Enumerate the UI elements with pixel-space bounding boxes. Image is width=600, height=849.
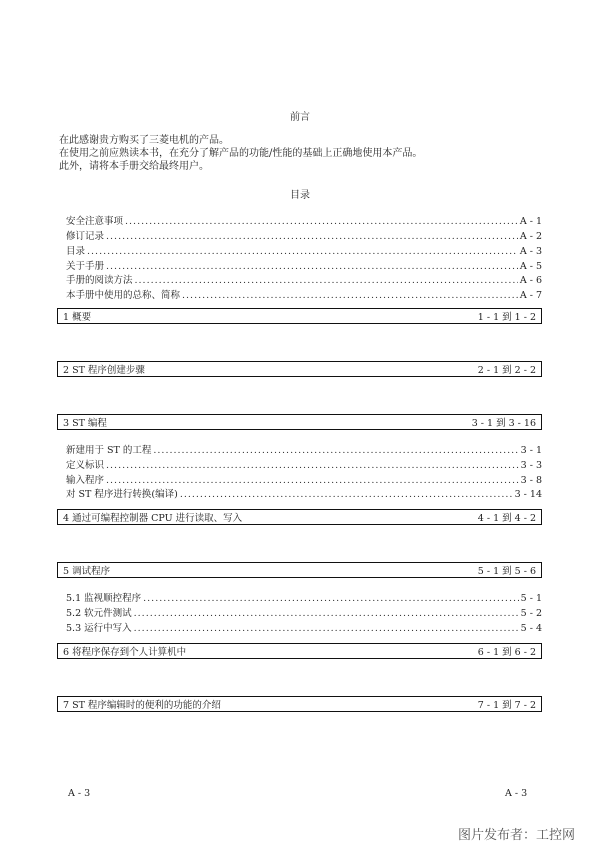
toc-entry[interactable] — [66, 442, 542, 455]
toc-entry-page: 3 - 1 — [520, 445, 542, 456]
preface-line: 此外，请将本手册交给最终用户。 — [59, 161, 209, 172]
toc-leader — [135, 275, 518, 286]
toc-entry[interactable] — [66, 258, 542, 271]
toc-leader — [106, 231, 518, 242]
toc-entry-title: 5.1 监视顺控程序 — [66, 593, 142, 604]
toc-entry-page: 5 - 2 — [520, 608, 542, 619]
toc-leader — [182, 290, 518, 301]
toc-entry-page: A - 2 — [519, 231, 542, 242]
toc-entry-title: 新建用于 ST 的工程 — [66, 445, 152, 456]
chapter-title: 4 通过可编程控制器 CPU 进行读取、写入 — [63, 513, 243, 524]
toc-entry[interactable] — [66, 272, 542, 285]
chapter-title: 5 调试程序 — [63, 566, 111, 577]
toc-leader — [106, 475, 519, 486]
chapter-title: 2 ST 程序创建步骤 — [63, 365, 145, 376]
preface-text — [59, 134, 422, 173]
toc-leader — [143, 593, 519, 604]
preface-line: 在使用之前应熟读本书，在充分了解产品的功能/性能的基础上正确地使用本产品。 — [59, 148, 423, 159]
preface-line: 在此感谢贵方购买了三菱电机的产品。 — [59, 135, 229, 146]
toc-entry-page: 3 - 3 — [520, 460, 542, 471]
chapter-box[interactable] — [57, 562, 542, 578]
chapter-box[interactable] — [57, 361, 542, 377]
toc-entry-title: 修订记录 — [66, 231, 105, 242]
toc-entry-page: A - 6 — [519, 275, 542, 286]
toc-entry-page: 3 - 14 — [514, 489, 542, 500]
chapter-pages: 3 - 1 到 3 - 16 — [471, 418, 536, 429]
toc-entry[interactable] — [66, 590, 542, 603]
footer-page-right: A - 3 — [505, 788, 528, 799]
chapter-pages: 2 - 1 到 2 - 2 — [477, 365, 536, 376]
toc-entry-title: 本手册中使用的总称、简称 — [66, 290, 181, 301]
chapter-pages: 7 - 1 到 7 - 2 — [477, 700, 536, 711]
toc-entry-title: 关于手册 — [66, 261, 105, 272]
chapter-pages: 6 - 1 到 6 - 2 — [477, 647, 536, 658]
chapter-title: 7 ST 程序编辑时的便利的功能的介绍 — [63, 700, 221, 711]
preface-title: 前言 — [290, 112, 310, 123]
toc-entry-page: A - 1 — [519, 216, 542, 227]
chapter-box[interactable] — [57, 643, 542, 659]
toc-entry-page: A - 7 — [519, 290, 542, 301]
toc-entry-page: 5 - 1 — [520, 593, 542, 604]
toc-entry[interactable] — [66, 472, 542, 485]
toc-entry[interactable] — [66, 243, 542, 256]
toc-leader — [134, 623, 519, 634]
chapter-title: 3 ST 编程 — [63, 418, 107, 429]
chapter-box[interactable] — [57, 696, 542, 712]
toc-entry-title: 手册的阅读方法 — [66, 275, 133, 286]
watermark-text: 图片发布者：工控网 — [458, 828, 576, 843]
toc-leader — [125, 216, 518, 227]
chapter-box[interactable] — [57, 509, 542, 525]
toc-entry-title: 安全注意事项 — [66, 216, 124, 227]
footer-page-left: A - 3 — [68, 788, 91, 799]
toc-entry[interactable] — [66, 486, 542, 499]
toc-leader — [134, 608, 519, 619]
chapter-box[interactable] — [57, 308, 542, 324]
toc-entry[interactable] — [66, 287, 542, 300]
toc-entry-page: 5 - 4 — [520, 623, 542, 634]
chapter-pages: 4 - 1 到 4 - 2 — [477, 513, 536, 524]
toc-entry-title: 5.3 运行中写入 — [66, 623, 132, 634]
chapter-pages: 1 - 1 到 1 - 2 — [477, 312, 536, 323]
toc-entry-title: 目录 — [66, 246, 86, 257]
toc-leader — [87, 246, 518, 257]
toc-entry[interactable] — [66, 620, 542, 633]
toc-leader — [106, 460, 519, 471]
chapter-pages: 5 - 1 到 5 - 6 — [477, 566, 536, 577]
toc-entry-page: A - 5 — [519, 261, 542, 272]
toc-entry-title: 定义标识 — [66, 460, 105, 471]
toc-leader — [180, 489, 513, 500]
toc-entry-page: A - 3 — [519, 246, 542, 257]
toc-leader — [153, 445, 518, 456]
toc-entry-title: 5.2 软元件测试 — [66, 608, 132, 619]
toc-entry[interactable] — [66, 228, 542, 241]
toc-entry-page: 3 - 8 — [520, 475, 542, 486]
toc-entry-title: 输入程序 — [66, 475, 105, 486]
toc-entry[interactable] — [66, 605, 542, 618]
contents-title: 目录 — [290, 190, 310, 201]
chapter-title: 6 将程序保存到个人计算机中 — [63, 647, 187, 658]
toc-leader — [106, 261, 518, 272]
toc-entry-title: 对 ST 程序进行转换(编译) — [66, 489, 178, 500]
chapter-title: 1 概要 — [63, 312, 92, 323]
chapter-box[interactable] — [57, 414, 542, 430]
toc-entry[interactable] — [66, 457, 542, 470]
toc-entry[interactable] — [66, 213, 542, 226]
